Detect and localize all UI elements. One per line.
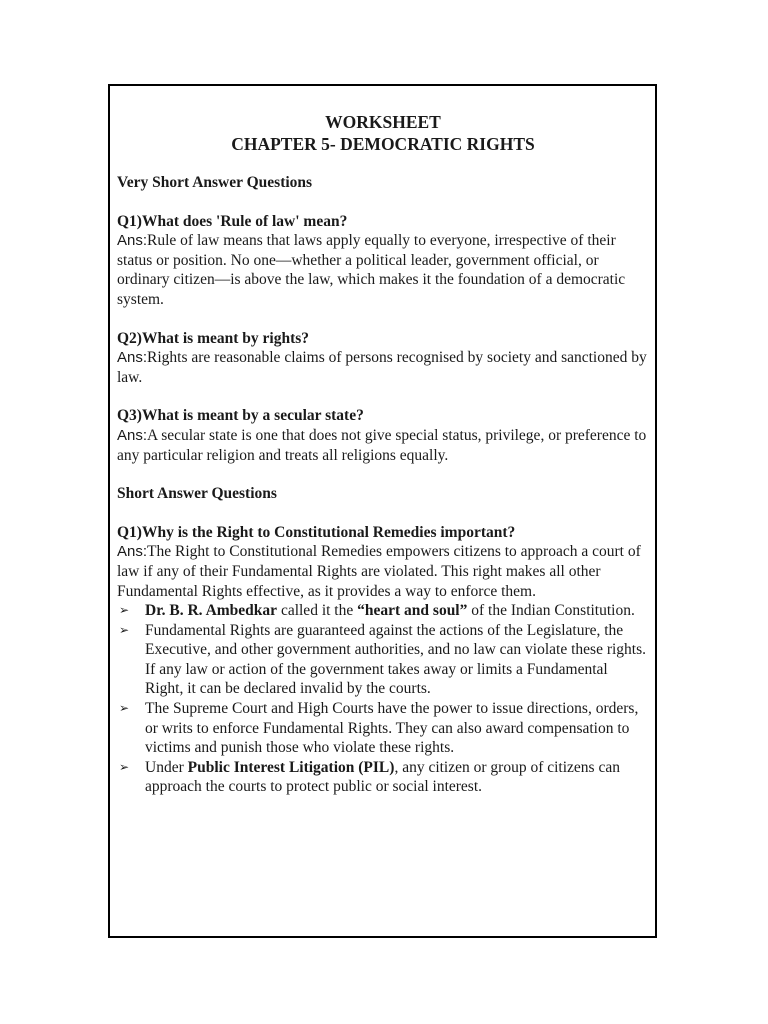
answer-text	[117, 426, 649, 465]
question-block	[117, 329, 649, 388]
bullet-item	[117, 621, 649, 699]
question-block	[117, 523, 649, 797]
answer-text	[117, 348, 649, 387]
answer-text	[117, 231, 649, 309]
bullet-text: Fundamental Rights are guaranteed against the actions of the Legislature, the Executive, and other government authorities, and no law can violate these rights. If any law or action of the government takes away or limits a Fundamental Right, it can be declared invalid by the courts.	[145, 621, 647, 698]
bullet-item	[117, 699, 649, 758]
answer-body: A secular state is one that does not give special status, privilege, or preference to any particular religion and treats all religions equally.	[117, 426, 647, 464]
arrow-bullet-icon: ➢	[119, 701, 130, 716]
question-text: Q3)What is meant by a secular state?	[117, 407, 364, 425]
bullet-text: The Supreme Court and High Courts have the power to issue directions, orders, or writs to enforce Fundamental Rights. They can also award compensation to victims and punish those who violate these rights.	[145, 700, 639, 757]
section-heading-short: Short Answer Questions	[117, 485, 277, 503]
bullet-item	[117, 758, 649, 797]
worksheet-content	[117, 112, 649, 797]
answer-body: The Right to Constitutional Remedies empowers citizens to approach a court of law if any of their Fundamental Rights are violated. This right makes all other Fundamental Rights effective, as it provides a way to enforce them.	[117, 543, 641, 600]
bullet-item	[117, 601, 649, 621]
bullet-text: called it the	[277, 602, 358, 620]
answer-body: Rights are reasonable claims of persons recognised by society and sanctioned by law.	[117, 349, 647, 386]
question-text: Q2)What is meant by rights?	[117, 329, 310, 347]
section-heading-very-short: Very Short Answer Questions	[117, 174, 313, 191]
worksheet-title: WORKSHEET	[325, 112, 441, 132]
arrow-bullet-icon: ➢	[119, 622, 130, 637]
answer-text	[117, 542, 649, 601]
bold-text: Dr. B. R. Ambedkar	[145, 602, 278, 620]
answer-label: Ans:	[117, 543, 148, 561]
bold-text: “heart and soul”	[357, 602, 468, 620]
bullet-text: of the Indian Constitution.	[467, 602, 635, 620]
question-text: Q1)Why is the Right to Constitutional Remedies important?	[117, 523, 516, 541]
question-block	[117, 212, 649, 310]
arrow-bullet-icon: ➢	[119, 603, 130, 618]
worksheet-page	[108, 84, 657, 938]
answer-label: Ans:	[117, 349, 148, 367]
question-block	[117, 406, 649, 465]
answer-bullet-list	[117, 601, 649, 797]
bold-text: Public Interest Litigation (PIL)	[187, 758, 395, 776]
answer-body: Rule of law means that laws apply equally to everyone, irrespective of their status or position. No one—whether a political leader, government official, or ordinary citizen—is above the law, which makes it the foundation of a democratic system.	[117, 232, 626, 308]
bullet-text: , any citizen or group of citizens can approach the courts to protect public or social interest.	[145, 758, 620, 796]
question-text: Q1)What does 'Rule of law' mean?	[117, 212, 348, 230]
arrow-bullet-icon: ➢	[119, 759, 130, 774]
chapter-title: CHAPTER 5- DEMOCRATIC RIGHTS	[231, 133, 535, 154]
bullet-text: Under	[145, 758, 188, 776]
answer-label: Ans:	[117, 426, 148, 444]
answer-label: Ans:	[117, 232, 148, 250]
